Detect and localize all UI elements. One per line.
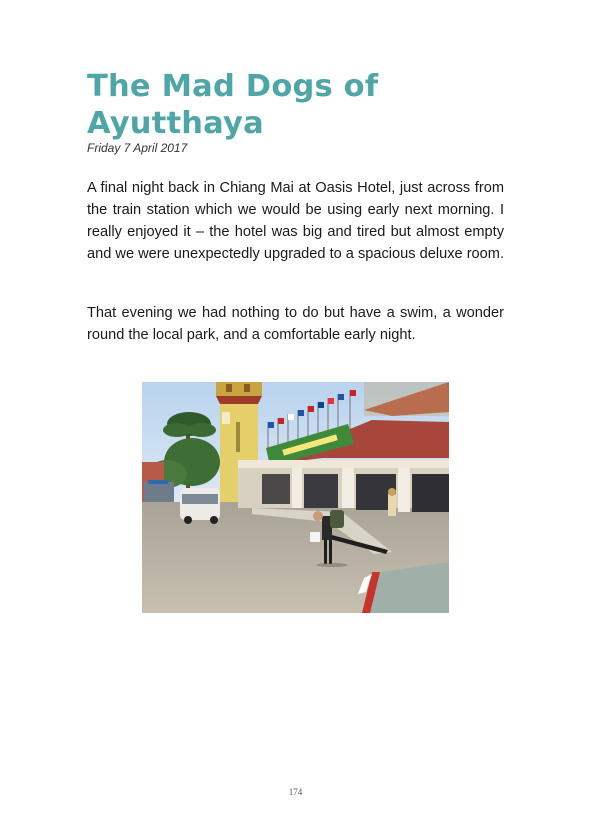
body-paragraph-1: A final night back in Chiang Mai at Oasis Hotel, just across from the train station which we would be using early next morning. I really enjoyed it – the hotel was big and tired but almost empty and we were unexpectedly upgraded to a spacious deluxe room.	[87, 180, 504, 262]
body-paragraph-2: That evening we had nothing to do but have a swim, a wonder round the local park, and a comfortable early night.	[87, 305, 504, 343]
chapter-title: The Mad Dogs of Ayutthaya	[87, 69, 379, 141]
page-number: 174	[288, 787, 303, 797]
hotel-photo	[142, 382, 449, 613]
entry-date: Friday 7 April 2017	[87, 141, 188, 155]
